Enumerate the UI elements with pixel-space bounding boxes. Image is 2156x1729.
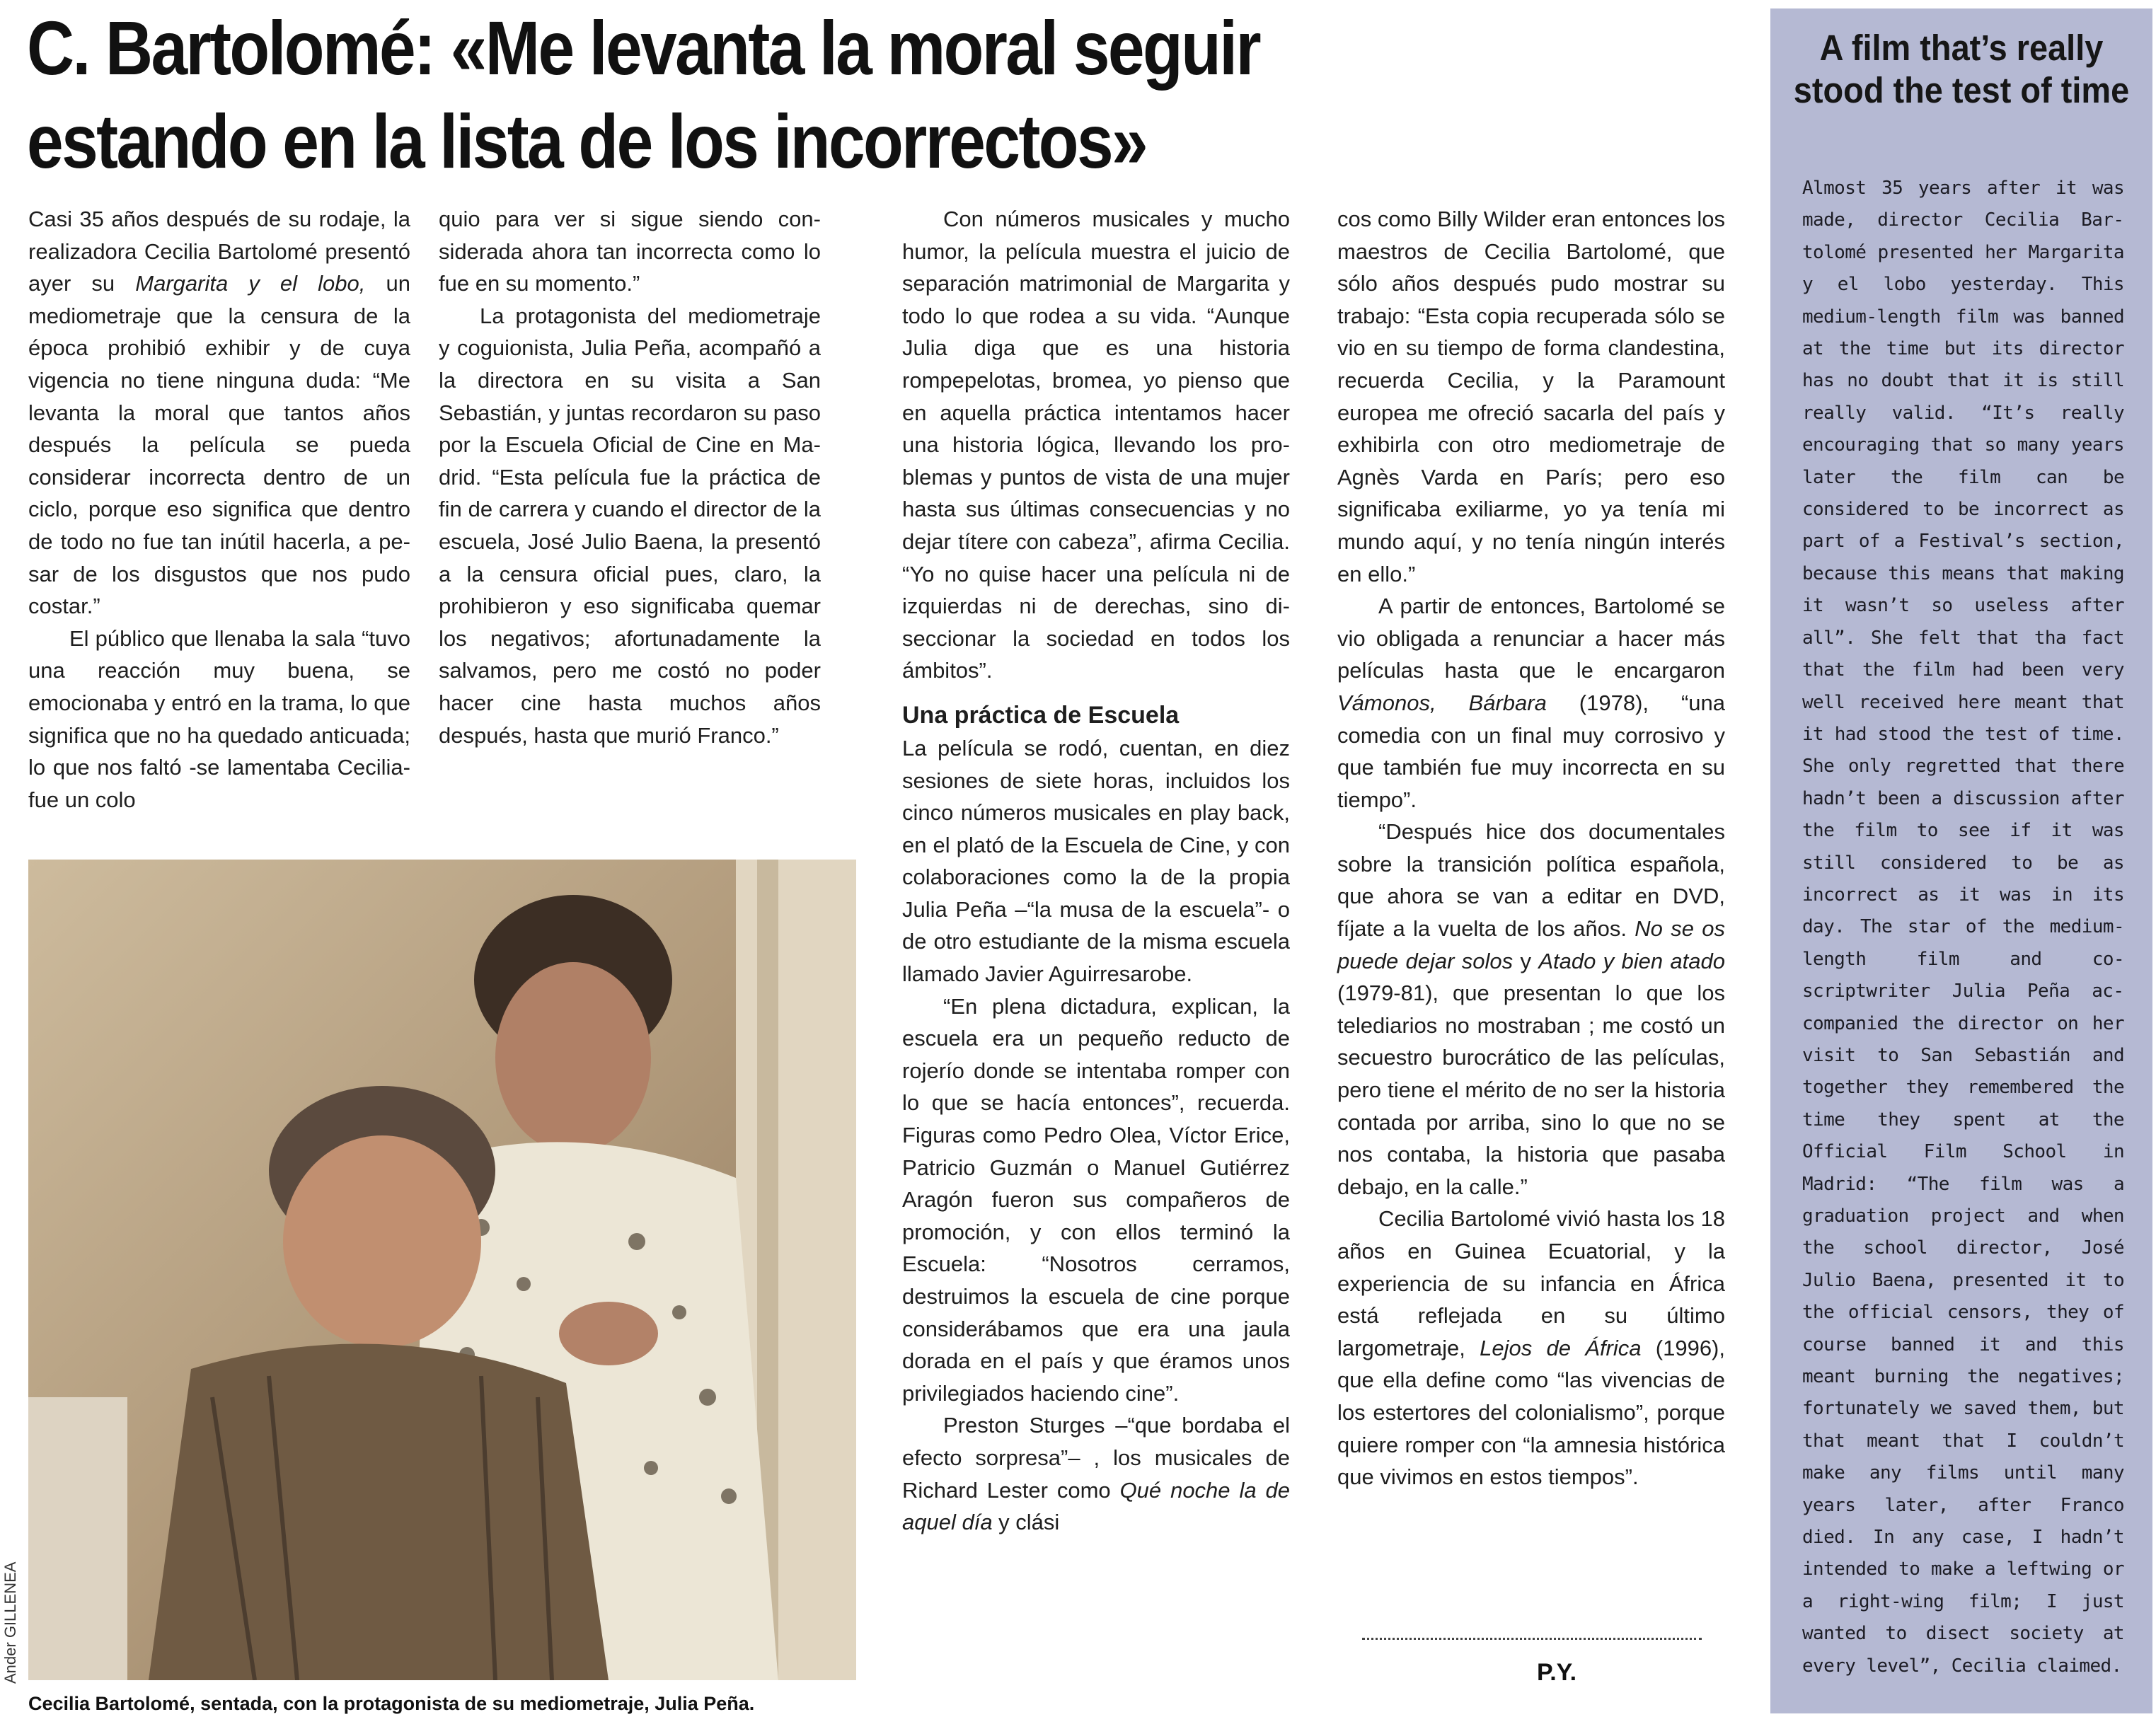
photo-illustration bbox=[28, 860, 856, 1680]
sidebar-title: A film that’s really stood the test of time bbox=[1793, 28, 2130, 110]
film-title: Qué noche la de aquel día bbox=[902, 1477, 1290, 1535]
text-run: y clási bbox=[992, 1510, 1060, 1535]
text-run: un mediometraje que la censura de la época prohibió exhibir y de cuya vigencia no tiene ninguna duda: “Me levanta la moral que tantos años después la película se pueda considerar incorrecta dentro de un ciclo, porque eso significa que dentro de todo no fue tan inútil hacerla, a pesar de los disgustos que nos pudo costar.” bbox=[28, 271, 410, 619]
article-column-1 bbox=[28, 203, 410, 816]
text-run: (1978), “una comedia con un final muy corrosivo y que también fue muy incorrecta en su tiempo”. bbox=[1337, 690, 1725, 812]
text-run: (1979-81), que presentan lo que los telediarios no mostraban ; me costó un secuestro burocrático de las películas, pero tiene el mérito de no ser la historia contada por arriba, sino lo que no se nos contaba, la historia que pasaba debajo, en la calle.” bbox=[1337, 981, 1725, 1199]
headline-line-2: estando en la lista de los incorrectos» bbox=[27, 98, 1147, 184]
film-title: Margarita y el lobo, bbox=[135, 271, 366, 296]
paragraph: “En plena dictadura, explican, la escuela era un pequeño reducto de rojerío donde se intentaba romper con lo que se hacía entonces”, recuerda. Figuras como Pedro Olea, Víctor Erice, Patricio Guzmán o Manuel Gutiérrez Aragón fueron sus compañeros de promoción, y con ellos terminó la Escuela: “Nosotros cerramos, destruimos la escuela de cine porque considerábamos que era una jaula dorada en el país y que éramos unos privilegiados haciendo cine”. bbox=[902, 993, 1290, 1406]
section-heading: Una práctica de Escuela bbox=[902, 701, 1180, 729]
paragraph: El público que llenaba la sala “tuvo una reacción muy buena, se emocionaba y entró en la trama, lo que significa que no ha quedado anticuada; lo que nos faltó -se lamentaba Cecilia- fue un colo bbox=[28, 625, 410, 812]
paragraph: cos como Billy Wilder eran entonces los maestros de Cecilia Bartolomé, que sólo años después pudo mostrar su trabajo: “Esta copia recuperada sólo se vio en su tiempo de forma clandestina, recuerda Cecilia, y la Paramount europea me ofreció sacarla del país y exhibirla con otro mediometraje de Agnès Varda en París; pero eso significaba exiliarme, yo ya tenía mi mundo aquí, y no tenía ningún interés en ello.” bbox=[1337, 207, 1725, 586]
paragraph: La protagonista del mediometraje y coguionista, Julia Peña, acompañó a la directora en su visita a San Sebastián, y juntas recordaron su paso por la Escuela Oficial de Cine en Madrid. “Esta película fue la práctica de fin de carrera y cuando el director de la escuela, José Julio Baena, la presentó a la censura oficial pues, claro, la prohibieron y eso significaba quemar los negativos; afortunadamente la salvamos, pero me costó no poder hacer cine hasta muchos años después, hasta que murió Franco.” bbox=[439, 303, 821, 748]
dotted-divider bbox=[1362, 1638, 1702, 1640]
text-run: Casi 35 años después de su rodaje, la realizadora Cecilia Bartolomé presentó ayer su bbox=[28, 207, 410, 296]
film-title: No se os puede dejar solos bbox=[1337, 916, 1725, 973]
film-title: Lejos de África bbox=[1480, 1335, 1642, 1360]
article-column-2 bbox=[439, 203, 821, 751]
text-run: y bbox=[1513, 948, 1539, 973]
film-title: Atado y bien atado bbox=[1538, 948, 1725, 973]
film-title: Vámonos, Bárbara bbox=[1337, 690, 1547, 715]
paragraph bbox=[1337, 590, 1725, 816]
author-signature: P.Y. bbox=[1536, 1659, 1577, 1686]
sidebar-body: Almost 35 years after it was made, director Cecilia Bartolomé presented her Margarita y el lobo yesterday. This medium-length film was banned at the time but its director has no doubt that it is still really valid. “It’s really encouraging that so many years later the film can be considered to be incorrect as part of a Festival’s section, because this means that making it wasn’t so useless after all”. She felt that tha fact that the film had been very well received here meant that it had stood the test of time. She only regretted that there hadn’t been a discussion after the film to see if it was still considered to be as incorrect as it was in its day. The star of the medium-length film and co-scriptwriter Julia Peña accompanied the director on her visit to San Sebastián and together they remembered the time they spent at the Official Film School in Madrid: “The film was a graduation project and when the school director, José Julio Baena, presented it to the official censors, they of course banned it and this meant burning the negatives; fortunately we saved them, but that meant that I couldn’t make any films until many years later, after Franco died. In any case, I hadn’t intended to make a leftwing or a right-wing film; I just wanted to disect society at every level”, Cecilia claimed. bbox=[1802, 178, 2124, 1677]
paragraph bbox=[902, 1409, 1290, 1538]
headline bbox=[27, 1, 1499, 188]
article-column-3 bbox=[902, 203, 1290, 1539]
text-run: Preston Sturges –“que bordaba el efecto sorpresa”– , los musicales de Richard Lester como bbox=[902, 1413, 1290, 1503]
article-photo bbox=[28, 860, 856, 1680]
english-summary-box bbox=[1770, 8, 2152, 1713]
photo-caption: Cecilia Bartolomé, sentada, con la protagonista de su mediometraje, Julia Peña. bbox=[28, 1693, 755, 1714]
paragraph bbox=[1337, 816, 1725, 1203]
paragraph bbox=[28, 203, 410, 623]
text-run: (1996), que ella define como “las vivencias de los estertores del colonialismo”, porque quiere romper con “la amnesia histórica que vivimos en estos tiempos”. bbox=[1337, 1335, 1725, 1490]
headline-line-1: C. Bartolomé: «Me levanta la moral seguir bbox=[27, 5, 1260, 91]
paragraph: Con números musicales y mucho humor, la película muestra el juicio de separación matrimonial de Margarita y todo lo que rodea a su vida. “Aunque Julia diga que es una historia rompepelotas, bromea, yo pienso que en aquella práctica intentamos hacer una historia lógica, llevando los problemas y puntos de vista de una mujer hasta sus últimas consecuencias y no dejar títere con cabeza”, afirma Cecilia. “Yo no quise hacer una película ni de izquierdas ni de derechas, sino diseccionar la sociedad en todos los ámbitos”. bbox=[902, 207, 1290, 683]
article-column-4 bbox=[1337, 203, 1725, 1493]
paragraph bbox=[1337, 1203, 1725, 1493]
text-run: A partir de entonces, Bartolomé se vio obligada a renunciar a hacer más películas hasta que le encargaron bbox=[1337, 594, 1725, 683]
text-run: Cecilia Bartolomé vivió hasta los 18 años en Guinea Ecuatorial, y la experiencia de su infancia en África está reflejada en su último largometraje, bbox=[1337, 1206, 1725, 1360]
paragraph: La película se rodó, cuentan, en diez sesiones de siete horas, incluidos los cinco números musicales en play back, en el plató de la Escuela de Cine, y con colaboraciones como la de la propia Julia Peña –“la musa de la escuela”- o de otro estudiante de la misma escuela llamado Javier Aguirresarobe. bbox=[902, 735, 1290, 987]
paragraph: quio para ver si sigue siendo considerada ahora tan incorrecta como lo fue en su momento.” bbox=[439, 207, 821, 296]
text-run: “Después hice dos documentales sobre la transición política española, que ahora se van a editar en DVD, fíjate a la vuelta de los años. bbox=[1337, 819, 1725, 942]
photo-credit: Ander GILLENEA bbox=[1, 1561, 19, 1684]
